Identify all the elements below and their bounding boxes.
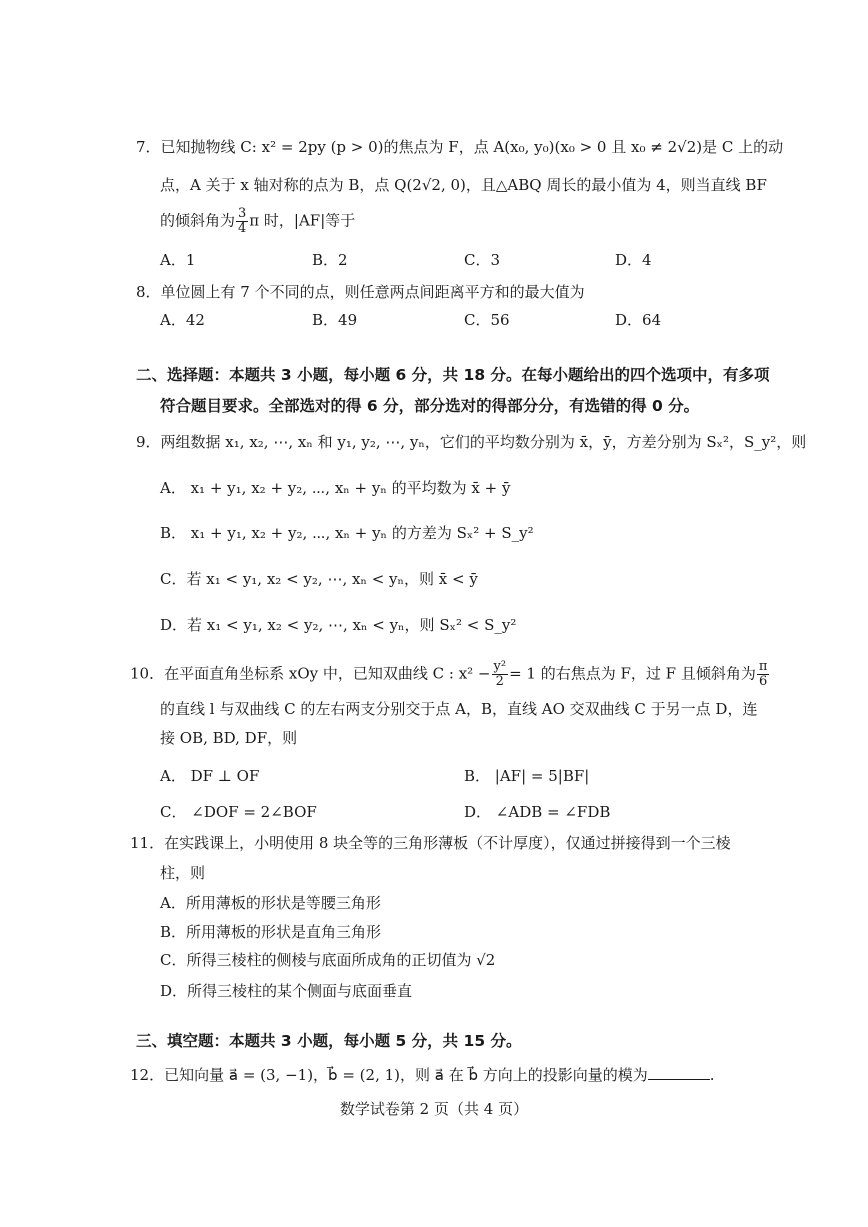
q9-stem: 9．两组数据 x₁, x₂, ⋯, xₙ 和 y₁, y₂, ⋯, yₙ，它们的平均数分别为 x̄，ȳ，方差分别为 Sₓ²，S_y²，则 <box>136 433 807 451</box>
q11-option-a: A．所用薄板的形状是等腰三角形 <box>160 894 381 912</box>
q10-fraction-2 <box>757 660 770 689</box>
q10-option-d: D． ∠ADB = ∠FDB <box>464 803 611 821</box>
q7-option-b: B．2 <box>312 251 348 269</box>
section2-heading-line1: 二、选择题：本题共 3 小题，每小题 6 分，共 18 分。在每小题给出的四个选项中，有多项 <box>136 366 770 384</box>
section3-heading: 三、填空题：本题共 3 小题，每小题 5 分，共 15 分。 <box>136 1032 522 1050</box>
page-footer: 数学试卷第 2 页（共 4 页） <box>339 1100 529 1118</box>
q12-answer-blank[interactable] <box>648 1065 710 1080</box>
q12-line <box>130 1064 715 1086</box>
q10-frac2-den: 6 <box>758 674 768 689</box>
q11-option-c: C．所得三棱柱的侧棱与底面所成角的正切值为 √2 <box>160 951 496 969</box>
q10-line2: 的直线 l 与双曲线 C 的左右两支分别交于点 A，B，直线 AO 交双曲线 C 于另一点 D，连 <box>160 700 758 718</box>
q10-option-b: B． |AF| = 5|BF| <box>464 767 590 785</box>
q10-line1-mid: = 1 的右焦点为 F，过 F 且倾斜角为 <box>509 664 756 683</box>
q7-option-c: C．3 <box>464 251 501 269</box>
q7-line2: 点，A 关于 x 轴对称的点为 B，点 Q(2√2, 0)，且△ABQ 周长的最小值为 4，则当直线 BF <box>160 176 767 194</box>
section2-heading-line2: 符合题目要求。全部选对的得 6 分，部分选对的得部分分，有选错的得 0 分。 <box>160 397 700 415</box>
q12-end: . <box>709 1066 715 1084</box>
q12-stem: 12．已知向量 a⃗ = (3, −1)，b⃗ = (2, 1)，则 a⃗ 在 b⃗ 方向上的投影向量的模为 <box>130 1066 648 1084</box>
q9-option-d: D．若 x₁ < y₁, x₂ < y₂, ⋯, xₙ < yₙ，则 Sₓ² < S_y² <box>160 616 517 634</box>
q10-frac1-num: y² <box>493 659 507 674</box>
q8-option-a: A．42 <box>160 311 205 329</box>
q7-fraction <box>236 207 248 236</box>
q7-option-d: D．4 <box>615 251 652 269</box>
q10-option-a: A． DF ⊥ OF <box>160 767 260 785</box>
q8-option-c: C．56 <box>464 311 510 329</box>
q11-option-b: B．所用薄板的形状是直角三角形 <box>160 923 382 941</box>
q10-frac2-num: π <box>758 659 768 674</box>
q7-line3-pre: 的倾斜角为 <box>160 211 236 230</box>
q10-option-c: C． ∠DOF = 2∠BOF <box>160 803 317 821</box>
q10-line3: 接 OB, BD, DF，则 <box>160 729 298 747</box>
q9-option-a: A． x₁ + y₁, x₂ + y₂, ⋯, xₙ + yₙ 的平均数为 x̄ + ȳ <box>160 479 511 497</box>
q7-option-a: A．1 <box>160 251 196 269</box>
q9-option-c: C．若 x₁ < y₁, x₂ < y₂, ⋯, xₙ < yₙ，则 x̄ < ȳ <box>160 570 478 588</box>
q11-option-d: D．所得三棱柱的某个侧面与底面垂直 <box>160 982 413 1000</box>
q7-frac-num: 3 <box>238 206 247 221</box>
q7-line1: 7．已知抛物线 C: x² = 2py (p > 0)的焦点为 F，点 A(x₀, y₀)(x₀ > 0 且 x₀ ≠ 2√2)是 C 上的动 <box>136 138 784 156</box>
q10-frac1-den: 2 <box>495 674 504 689</box>
q9-option-b: B． x₁ + y₁, x₂ + y₂, ⋯, xₙ + yₙ 的方差为 Sₓ² + S_y² <box>160 524 534 542</box>
q10-line1 <box>130 660 770 689</box>
q8-option-d: D．64 <box>615 311 662 329</box>
q7-line3 <box>160 207 355 236</box>
q8-stem: 8．单位圆上有 7 个不同的点，则任意两点间距离平方和的最大值为 <box>136 283 585 301</box>
q11-line1: 11．在实践课上，小明使用 8 块全等的三角形薄板（不计厚度），仅通过拼接得到一个三棱 <box>130 834 731 852</box>
q10-line1-pre: 10．在平面直角坐标系 xOy 中，已知双曲线 C : x² − <box>130 664 491 683</box>
q7-frac-den: 4 <box>238 221 247 236</box>
q8-option-b: B．49 <box>312 311 358 329</box>
q7-line3-post: π 时，|AF|等于 <box>249 211 356 230</box>
q11-line2: 柱，则 <box>160 864 206 882</box>
q10-fraction-1 <box>492 660 509 689</box>
